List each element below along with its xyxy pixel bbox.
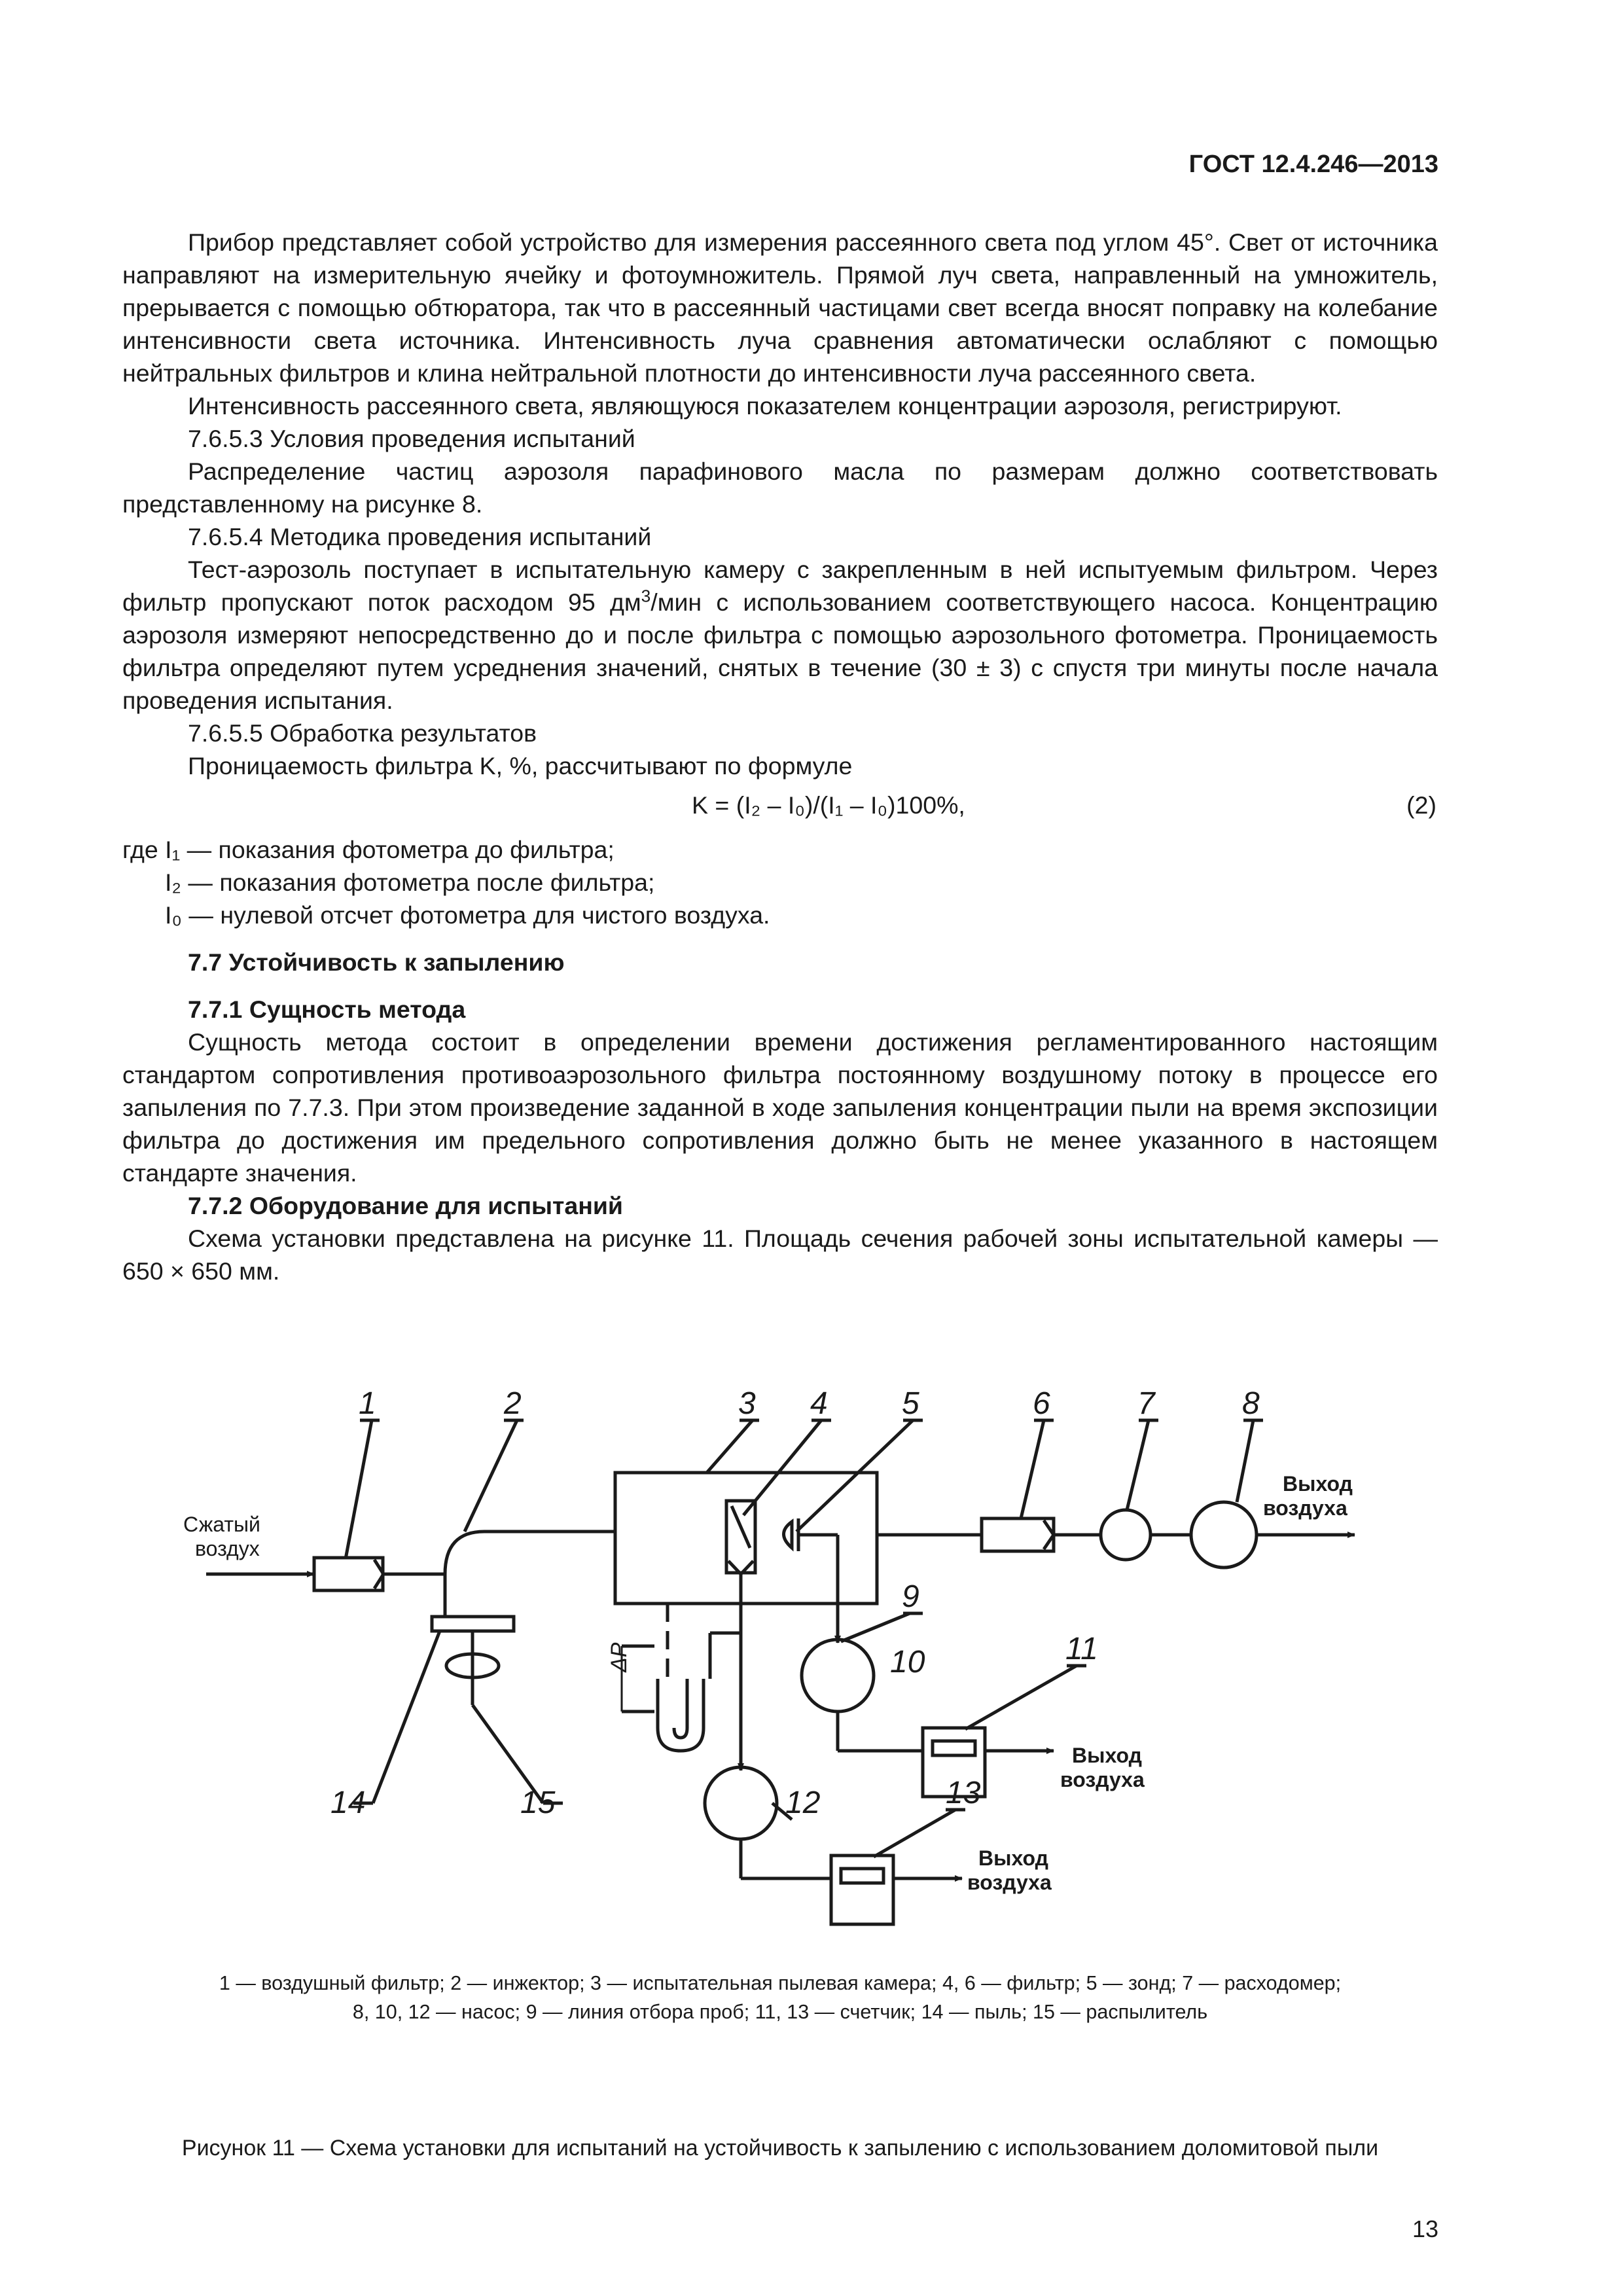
paragraph-part: /мин с использованием соответствующего насоса. Концентрацию аэрозоля измеряют непосредственно до и после фильтра с помощью аэрозольного фотометра. Проницаемость фильтра определяют путем усреднения значений, снятых в течение (30 ± 3) с спустя три минуты после начала проведения испытания. [122, 588, 1438, 714]
inlet-label: воздух [195, 1537, 260, 1560]
formula-number: (2) [1406, 791, 1436, 819]
outlet-label: воздуха [1060, 1768, 1145, 1791]
where-line: I₂ — показания фотометра после фильтра; [165, 869, 655, 896]
pump-12 [705, 1767, 777, 1839]
callout-3: 3 [738, 1386, 756, 1421]
outlet-label: Выход [1283, 1472, 1353, 1496]
counter-13 [831, 1856, 893, 1924]
air-filter-1 [314, 1558, 383, 1590]
paragraph: Интенсивность рассеянного света, являющуюся показателем концентрации аэрозоля, регистрируют. [188, 392, 1342, 420]
subsection-heading: 7.6.5.3 Условия проведения испытаний [188, 425, 635, 452]
callout-5: 5 [902, 1386, 919, 1421]
filter-6 [982, 1518, 1054, 1551]
injector-2 [445, 1532, 615, 1617]
callout-9: 9 [902, 1579, 919, 1614]
body-text [122, 226, 1438, 1287]
callout-10: 10 [890, 1645, 925, 1679]
callout-12: 12 [785, 1785, 821, 1820]
legend-line: 1 — воздушный фильтр; 2 — инжектор; 3 — испытательная пылевая камера; 4, 6 — фильтр; 5 — зонд; 7 — расходомер; [219, 1972, 1342, 1994]
subsection-heading: 7.6.5.4 Методика проведения испытаний [188, 523, 652, 550]
flowmeter-7 [1101, 1510, 1150, 1560]
callout-6: 6 [1033, 1386, 1050, 1421]
section-heading: 7.7.1 Сущность метода [188, 996, 466, 1023]
paragraph: Прибор представляет собой устройство для измерения рассеянного света под углом 45°. Свет от источника направляют на измерительную ячейку и фотоумножитель. Прямой луч света, направленный на умножитель, прерывается с помощью обтюратора, так что в рассеянный частицами свет всегда вносят поправку на колебание интенсивности света источника. Интенсивность луча сравнения автоматически ослабляют с помощью нейтральных фильтров и клина нейтральной плотности до интенсивности луча рассеянного света. [122, 228, 1438, 387]
paragraph: Проницаемость фильтра K, %, рассчитывают по формуле [188, 752, 853, 780]
pump-10 [802, 1640, 874, 1712]
formula-line [122, 789, 1438, 821]
outlet-label: воздуха [1263, 1496, 1347, 1520]
paragraph: Схема установки представлена на рисунке 11. Площадь сечения рабочей зоны испытательной камеры — 650 × 650 мм. [122, 1225, 1438, 1285]
paragraph [122, 553, 1438, 717]
page-number: 13 [1412, 2215, 1438, 2242]
inlet-label: Сжатый [183, 1513, 260, 1536]
installation-diagram [170, 1384, 1414, 1947]
outlet-label: Выход [978, 1846, 1048, 1870]
pump-8 [1191, 1502, 1257, 1568]
callout-15: 15 [520, 1785, 556, 1820]
callout-7: 7 [1137, 1386, 1155, 1421]
probe-5 [784, 1522, 793, 1548]
u-manometer [658, 1679, 704, 1751]
callout-13: 13 [946, 1776, 981, 1810]
outlet-label: воздуха [967, 1871, 1052, 1894]
dust-tray-14 [432, 1617, 514, 1631]
figure-title: Рисунок 11 — Схема установки для испытаний на устойчивость к запылению с использованием доломитовой пыли [181, 2136, 1379, 2161]
paragraph-part: Тест-аэрозоль поступает в испытательную камеру с закрепленным в ней испытуемым фильтром. Через фильтр пропускают поток расходом 95 дм [122, 556, 1438, 616]
callout-1: 1 [359, 1386, 376, 1421]
delta-p-label: ΔP [607, 1642, 632, 1672]
document-header: ГОСТ 12.4.246—2013 [1188, 151, 1438, 178]
superscript: 3 [641, 586, 651, 606]
where-line: I₀ — нулевой отсчет фотометра для чистого воздуха. [165, 901, 770, 929]
paragraph: Сущность метода состоит в определении времени достижения регламентированного настоящим стандартом сопротивления противоаэрозольного фильтра постоянному воздушному потоку в процессе его запыления по 7.7.3. При этом произведение заданной в ходе запыления концентрации пыли на время экспозиции фильтра до достижения им предельного сопротивления должно быть не менее указанного в настоящем стандарте значения. [122, 1028, 1438, 1187]
section-heading: 7.7.2 Оборудование для испытаний [188, 1192, 623, 1219]
formula: K = (I₂ – I₀)/(I₁ – I₀)100%, [692, 791, 965, 819]
section-heading: 7.7 Устойчивость к запылению [188, 948, 565, 976]
paragraph: Распределение частиц аэрозоля парафинового масла по размерам должно соответствовать представленному на рисунке 8. [122, 457, 1438, 518]
callout-14: 14 [330, 1785, 366, 1820]
callout-11: 11 [1065, 1632, 1098, 1666]
figure-legend [122, 1969, 1438, 2026]
callout-2: 2 [504, 1386, 522, 1421]
callout-4: 4 [810, 1386, 828, 1421]
callout-8: 8 [1242, 1386, 1260, 1421]
subsection-heading: 7.6.5.5 Обработка результатов [188, 719, 537, 747]
legend-line: 8, 10, 12 — насос; 9 — линия отбора проб; 11, 13 — счетчик; 14 — пыль; 15 — распылитель [352, 2001, 1208, 2023]
outlet-label: Выход [1072, 1744, 1142, 1767]
where-line: где I₁ — показания фотометра до фильтра; [122, 836, 615, 863]
